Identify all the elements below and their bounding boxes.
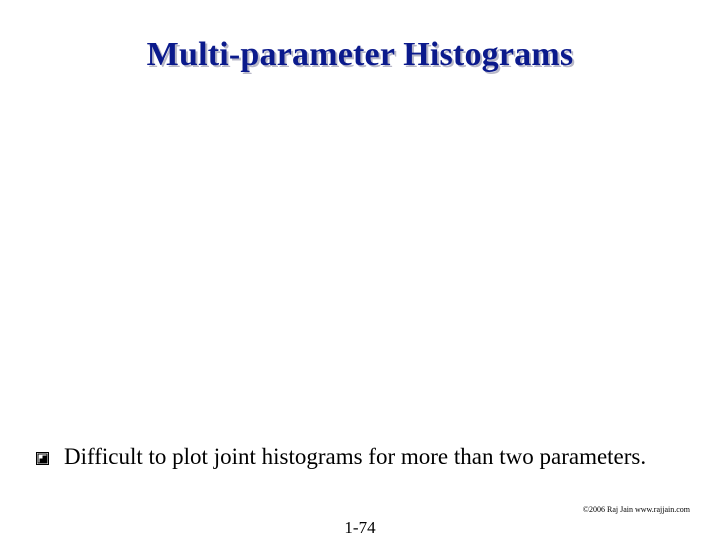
page-number: 1-74	[344, 518, 376, 537]
square-bullet-icon	[36, 452, 49, 465]
bullet-text: Difficult to plot joint histograms for more than two parameters.	[64, 444, 647, 469]
bullet-item	[36, 444, 696, 478]
copyright-notice: ©2006 Raj Jain www.rajjain.com	[582, 505, 690, 514]
slide-title: Multi-parameter Histograms	[146, 36, 574, 73]
content-area	[0, 95, 720, 425]
